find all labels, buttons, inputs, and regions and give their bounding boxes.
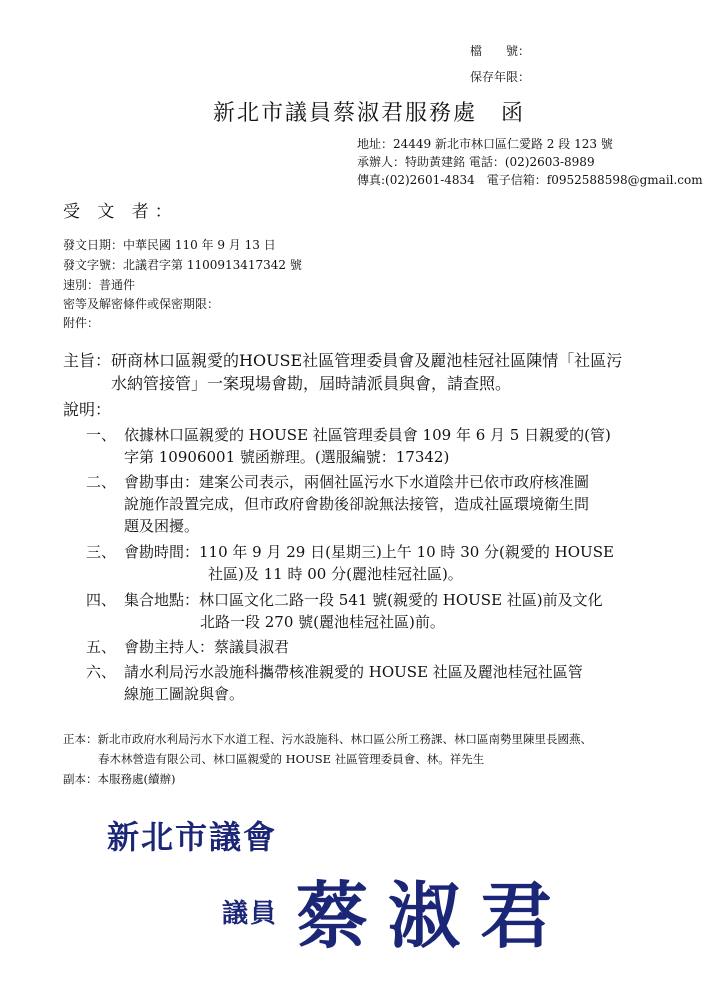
item-text: 北路一段 270 號(麗池桂冠社區)前。 xyxy=(200,613,445,631)
item-number: 二、 xyxy=(86,473,117,491)
councilor-title-stamp: 議員 xyxy=(222,899,279,929)
item-text: 社區)及 11 時 00 分(麗池桂冠社區)。 xyxy=(208,565,463,583)
document-number: 發文字號：北議君字第 1100913417342 號 xyxy=(63,258,302,272)
item-number: 三、 xyxy=(86,543,117,561)
item-number: 一、 xyxy=(86,426,117,444)
attachment-label: 附件： xyxy=(63,316,100,330)
subject-line-1: 主旨：研商林口區親愛的HOUSE社區管理委員會及麗池桂冠社區陳情「社區污 xyxy=(63,351,623,370)
copy-recipients: 副本：本服務處(續辦) xyxy=(63,772,176,786)
item-number: 五、 xyxy=(86,638,117,656)
item-text: 請水利局污水設施科攜帶核准親愛的 HOUSE 社區及麗池桂冠社區管 xyxy=(124,663,583,681)
item-number: 四、 xyxy=(86,591,117,609)
file-number-label: 檔 號： xyxy=(470,44,531,58)
item-text: 題及困擾。 xyxy=(124,517,200,535)
item-text: 會勘時間：110 年 9 月 29 日(星期三)上午 10 時 30 分(親愛的 HOUSE xyxy=(124,543,614,561)
retention-period-label: 保存年限： xyxy=(470,70,531,84)
subject-line-2: 水納管接管」一案現場會勘，屆時請派員與會，請查照。 xyxy=(111,374,512,393)
item-text: 會勘主持人：蔡議員淑君 xyxy=(124,638,290,656)
item-text: 說施作設置完成，但市政府會勘後卻說無法接管，造成社區環境衛生問 xyxy=(124,495,590,513)
main-recipients-line-2: 春木林營造有限公司、林口區親愛的 HOUSE 社區管理委員會、林。祥先生 xyxy=(98,752,485,766)
secrecy-level: 密等及解密條件或保密期限： xyxy=(63,297,220,311)
item-text: 依據林口區親愛的 HOUSE 社區管理委員會 109 年 6 月 5 日親愛的(管) xyxy=(124,426,611,444)
item-number: 六、 xyxy=(86,663,117,681)
handler-line: 承辦人：特助黃建銘 電話：(02)2603-8989 xyxy=(357,155,595,169)
item-text: 集合地點：林口區文化二路一段 541 號(親愛的 HOUSE 社區)前及文化 xyxy=(124,591,603,609)
item-text: 字第 10906001 號函辦理。(選服編號：17342) xyxy=(124,448,450,466)
document-title: 新北市議員蔡淑君服務處 函 xyxy=(213,101,526,126)
fax-email-line: 傳真:(02)2601-4834 電子信箱：f0952588598@gmail.com xyxy=(357,173,703,187)
council-stamp: 新北市議會 xyxy=(107,818,278,856)
item-text: 線施工圖說與會。 xyxy=(124,685,245,703)
main-recipients-line-1: 正本：新北市政府水利局污水下水道工程、污水設施科、林口區公所工務課、林口區南勢里陳里長國燕、 xyxy=(63,732,592,746)
speed-category: 速別：普通件 xyxy=(63,278,136,292)
councilor-name-stamp: 蔡淑君 xyxy=(296,874,573,958)
item-text: 會勘事由：建案公司表示，兩個社區污水下水道陰井已依市政府核准圖 xyxy=(124,473,590,491)
explanation-label: 說明： xyxy=(63,400,112,419)
recipient-label: 受 文 者： xyxy=(63,202,178,222)
issue-date: 發文日期：中華民國 110 年 9 月 13 日 xyxy=(63,238,276,252)
address-line: 地址：24449 新北市林口區仁愛路 2 段 123 號 xyxy=(357,137,613,151)
